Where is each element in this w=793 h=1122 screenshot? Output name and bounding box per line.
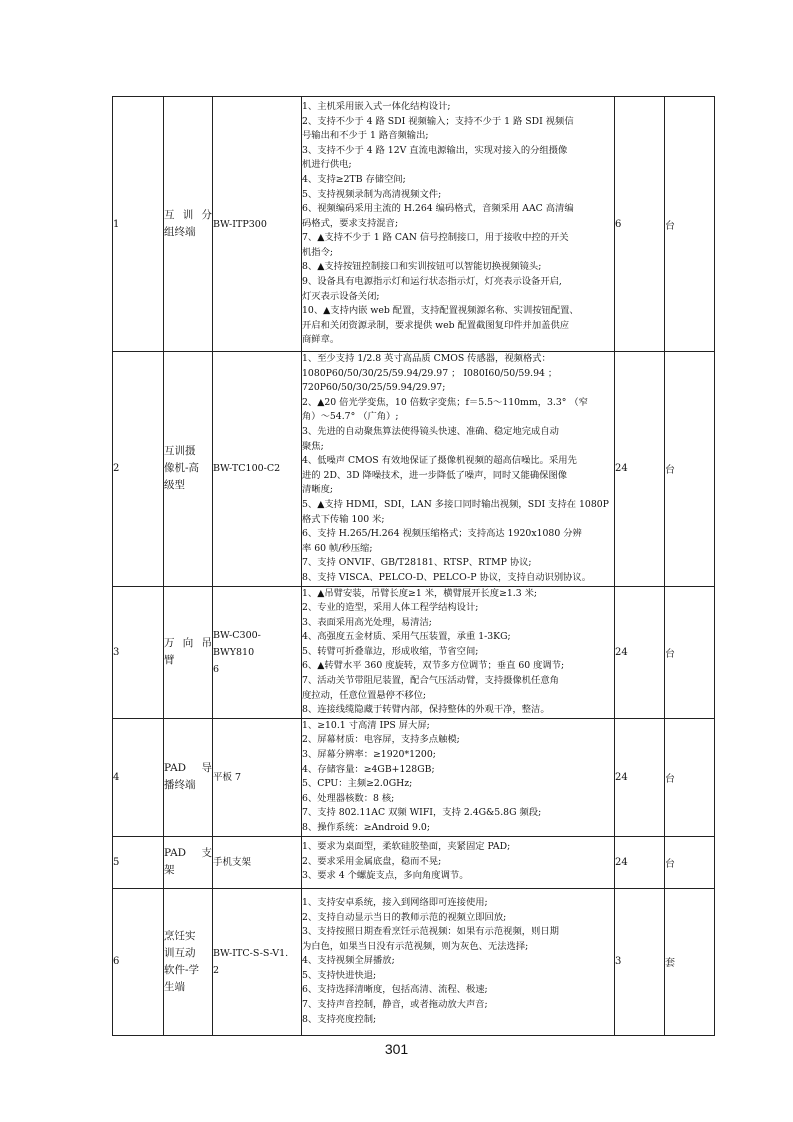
spec-line: 8、支持亮度控制; [302, 1013, 377, 1025]
table-row [113, 586, 715, 718]
item-number: 3 [113, 586, 164, 718]
table-row [113, 97, 715, 352]
item-name [164, 586, 213, 718]
item-name-line: 播终端 [164, 779, 196, 792]
spec-line: 1、至少支持 1/2.8 英寸高品质 CMOS 传感器，视频格式： [302, 353, 551, 364]
spec-line: 1、支持安卓系统，接入到网络即可连接使用; [302, 896, 488, 908]
spec-line: 4、低噪声 CMOS 有效地保证了摄像机视频的超高信噪比。采用先 [302, 455, 577, 467]
item-quantity: 6 [615, 97, 665, 352]
item-unit: 台 [665, 586, 715, 718]
spec-line: 5、支持快进快退; [302, 969, 377, 981]
item-name-line: 级型 [164, 479, 185, 492]
item-model-line: 6 [213, 663, 220, 675]
item-unit: 台 [665, 97, 715, 352]
spec-line: 720P60/50/30/25/59.94/29.97; [302, 382, 446, 394]
spec-line: 8、操作系统：≥Android 9.0; [302, 822, 430, 833]
item-spec [302, 888, 615, 1035]
spec-line: 4、高强度五金材质、采用气压装置，承重 1-3KG; [302, 631, 511, 643]
spec-line: 6、视频编码采用主流的 H.264 编码格式，音频采用 AAC 高清编 [302, 203, 574, 215]
item-name-line: 生端 [164, 980, 185, 993]
spec-line: 5、转臂可折叠靠边，形成收缩，节省空间; [302, 645, 479, 657]
item-name-line: 组终端 [164, 226, 196, 238]
equipment-spec-table [112, 96, 715, 1036]
item-name-line: 软件-学 [164, 963, 200, 976]
item-name-line: 像机-高 [164, 462, 200, 475]
spec-line: 5、▲支持 HDMI，SDI，LAN 多接口同时输出视频，SDI 支持在 1080P [302, 498, 609, 510]
spec-line: 5、CPU：主频≥2.0GHz; [302, 778, 413, 790]
item-number: 6 [113, 888, 164, 1035]
spec-line: 6、▲转臂水平 360 度旋转，双节多方位调节；垂直 60 度调节; [302, 660, 565, 672]
item-number: 1 [113, 97, 164, 352]
spec-line: 清晰度; [302, 484, 334, 496]
item-name-line: 烹饪实 [164, 929, 196, 942]
spec-line: 7、支持 ONVIF、GB/T28181、RTSP、RTMP 协议; [302, 557, 532, 569]
spec-line: 2、支持不少于 4 路 SDI 视频输入；支持不少于 1 路 SDI 视频信 [302, 115, 574, 127]
spec-line: 为白色，如果当日没有示范视频，则为灰色、无法选择; [302, 940, 529, 952]
spec-line: 7、支持声音控制，静音，或者拖动放大声音; [302, 999, 488, 1011]
spec-line: 号输出和不少于 1 路音频输出; [302, 130, 429, 142]
item-model-line: BW-TC100-C2 [213, 463, 281, 475]
spec-line: 码格式，要求支持混音; [302, 217, 399, 229]
item-name [164, 352, 213, 587]
spec-line: 1、▲吊臂安装，吊臂长度≥1 米，横臂展开长度≥1.3 米; [302, 587, 538, 599]
item-model-line: BW-ITP300 [213, 218, 267, 230]
item-number: 4 [113, 718, 164, 836]
item-name [164, 718, 213, 836]
item-name [164, 836, 213, 888]
item-name [164, 97, 213, 352]
item-name-line: 万向吊 [164, 637, 212, 650]
spec-line: 1、要求为桌面型，柔软硅胶垫面，夹紧固定 PAD; [302, 841, 511, 853]
item-name-line: 互训摄 [164, 445, 196, 458]
spec-line: 2、屏幕材质：电容屏，支持多点触模; [302, 734, 460, 746]
item-number: 5 [113, 836, 164, 888]
spec-line: 3、支持按照日期查看烹饪示范视频：如果有示范视频，则日期 [302, 926, 559, 938]
item-unit: 台 [665, 718, 715, 836]
item-quantity: 3 [615, 888, 665, 1035]
item-spec [302, 836, 615, 888]
spec-line: 度拉动，任意位置悬停不移位; [302, 689, 426, 701]
item-spec [302, 97, 615, 352]
spec-line: 灯灭表示设备关闭; [302, 290, 380, 302]
spec-line: 7、支持 802.11AC 双频 WIFI，支持 2.4G&5.8G 频段; [302, 807, 542, 819]
spec-line: 5、支持视频录制为高清视频文件; [302, 188, 442, 200]
item-quantity: 24 [615, 352, 665, 587]
item-unit: 套 [665, 888, 715, 1035]
spec-line: 机指令; [302, 246, 334, 258]
item-name-line: 架 [164, 864, 175, 877]
item-model [213, 352, 302, 587]
spec-line: 6、处理器核数：8 核; [302, 792, 395, 804]
item-model-line: BW-ITC-S-S-V1. [213, 947, 289, 959]
item-name-line: 互训分 [164, 209, 212, 221]
item-spec [302, 586, 615, 718]
item-model [213, 586, 302, 718]
item-number: 2 [113, 352, 164, 587]
spec-line: 1080P60/50/30/25/59.94/29.97 ； I080I60/50/59.94 ； [302, 367, 558, 379]
spec-line: 商鲜章。 [302, 334, 340, 346]
table-row [113, 352, 715, 587]
spec-line: 1、主机采用嵌入式一体化结构设计; [302, 100, 451, 112]
spec-line: 聚焦; [302, 440, 324, 452]
spec-line: 4、支持≥2TB 存储空间; [302, 173, 406, 185]
spec-line: 4、存储容量：≥4GB+128GB; [302, 763, 435, 775]
spec-line: 8、支持 VISCA、PELCO-D、PELCO-P 协议，支持自动识别协议。 [302, 571, 592, 583]
table-row [113, 836, 715, 888]
spec-line: 3、先进的自动聚焦算法使得镜头快速、准确、稳定地完成自动 [302, 425, 559, 437]
spec-line: 开启和关闭资源录制，要求提供 web 配置截图复印件并加盖供应 [302, 319, 570, 331]
spec-line: 进的 2D、3D 降噪技术，进一步降低了噪声，同时又能确保图像 [302, 469, 568, 481]
item-name [164, 888, 213, 1035]
item-unit: 台 [665, 352, 715, 587]
spec-line: 2、支持自动显示当日的教师示范的视频立即回放; [302, 911, 507, 923]
spec-line: 3、表面采用高光处理，易清洁; [302, 616, 432, 628]
item-model-line: 手机支架 [213, 856, 252, 868]
spec-line: 7、活动关节带阻尼装置，配合气压活动臂，支持摄像机任意角 [302, 675, 559, 687]
spec-line: 3、支持不少于 4 路 12V 直流电源输出，实现对接入的分组摄像 [302, 144, 568, 156]
table-row [113, 718, 715, 836]
spec-line: 机进行供电; [302, 159, 352, 171]
item-spec [302, 718, 615, 836]
spec-line: 格式下传输 100 米; [302, 513, 385, 525]
spec-line: 10、▲支持内嵌 web 配置，支持配置视频源名称、实训按钮配置、 [302, 305, 579, 317]
spec-line: 角）～54.7° （广角）; [302, 411, 399, 423]
item-name-line: PAD 导 [164, 762, 212, 775]
spec-line: 率 60 帧/秒压缩; [302, 542, 373, 554]
item-unit: 台 [665, 836, 715, 888]
spec-line: 2、专业的造型，采用人体工程学结构设计; [302, 602, 479, 614]
table-row [113, 888, 715, 1035]
item-name-line: 训互动 [164, 946, 196, 959]
item-name-line: 臂 [164, 654, 175, 667]
item-quantity: 24 [615, 586, 665, 718]
spec-line: 2、要求采用金属底盘，稳而不晃; [302, 855, 442, 867]
item-model [213, 836, 302, 888]
spec-line: 4、支持视频全屏播放; [302, 955, 395, 967]
item-model-line: BW-C300-BWY810 [213, 629, 261, 658]
spec-line: 8、▲支持按钮控制接口和实训按钮可以智能切换视频镜头; [302, 261, 542, 273]
item-model [213, 97, 302, 352]
item-model-line: 平板 7 [213, 771, 242, 783]
spec-line: 1、≥10.1 寸高清 IPS 屏大屏; [302, 719, 430, 731]
spec-line: 8、连接线缆隐藏于转臂内部，保持整体的外观干净，整洁。 [302, 704, 550, 716]
item-model [213, 718, 302, 836]
spec-line: 2、▲20 倍光学变焦，10 倍数字变焦；f＝5.5～110mm，3.3° （窄 [302, 396, 588, 408]
item-model [213, 888, 302, 1035]
item-quantity: 24 [615, 718, 665, 836]
item-name-line: PAD 支 [164, 847, 212, 860]
spec-line: 9、设备具有电源指示灯和运行状态指示灯，灯亮表示设备开启, [302, 276, 562, 288]
spec-line: 3、要求 4 个螺旋支点，多向角度调节。 [302, 870, 469, 882]
item-model-line: 2 [213, 964, 220, 976]
item-quantity: 24 [615, 836, 665, 888]
spec-line: 6、支持选择清晰度，包括高清、流程、极速; [302, 984, 488, 996]
spec-line: 7、▲支持不少于 1 路 CAN 信号控制接口，用于接收中控的开关 [302, 232, 569, 244]
spec-line: 3、屏幕分辨率：≥1920*1200; [302, 749, 436, 761]
spec-table-body [113, 97, 715, 1036]
spec-line: 6、支持 H.265/H.264 视频压缩格式；支持高达 1920x1080 分辨 [302, 528, 582, 540]
item-spec [302, 352, 615, 587]
page-number: 301 [384, 1041, 409, 1057]
